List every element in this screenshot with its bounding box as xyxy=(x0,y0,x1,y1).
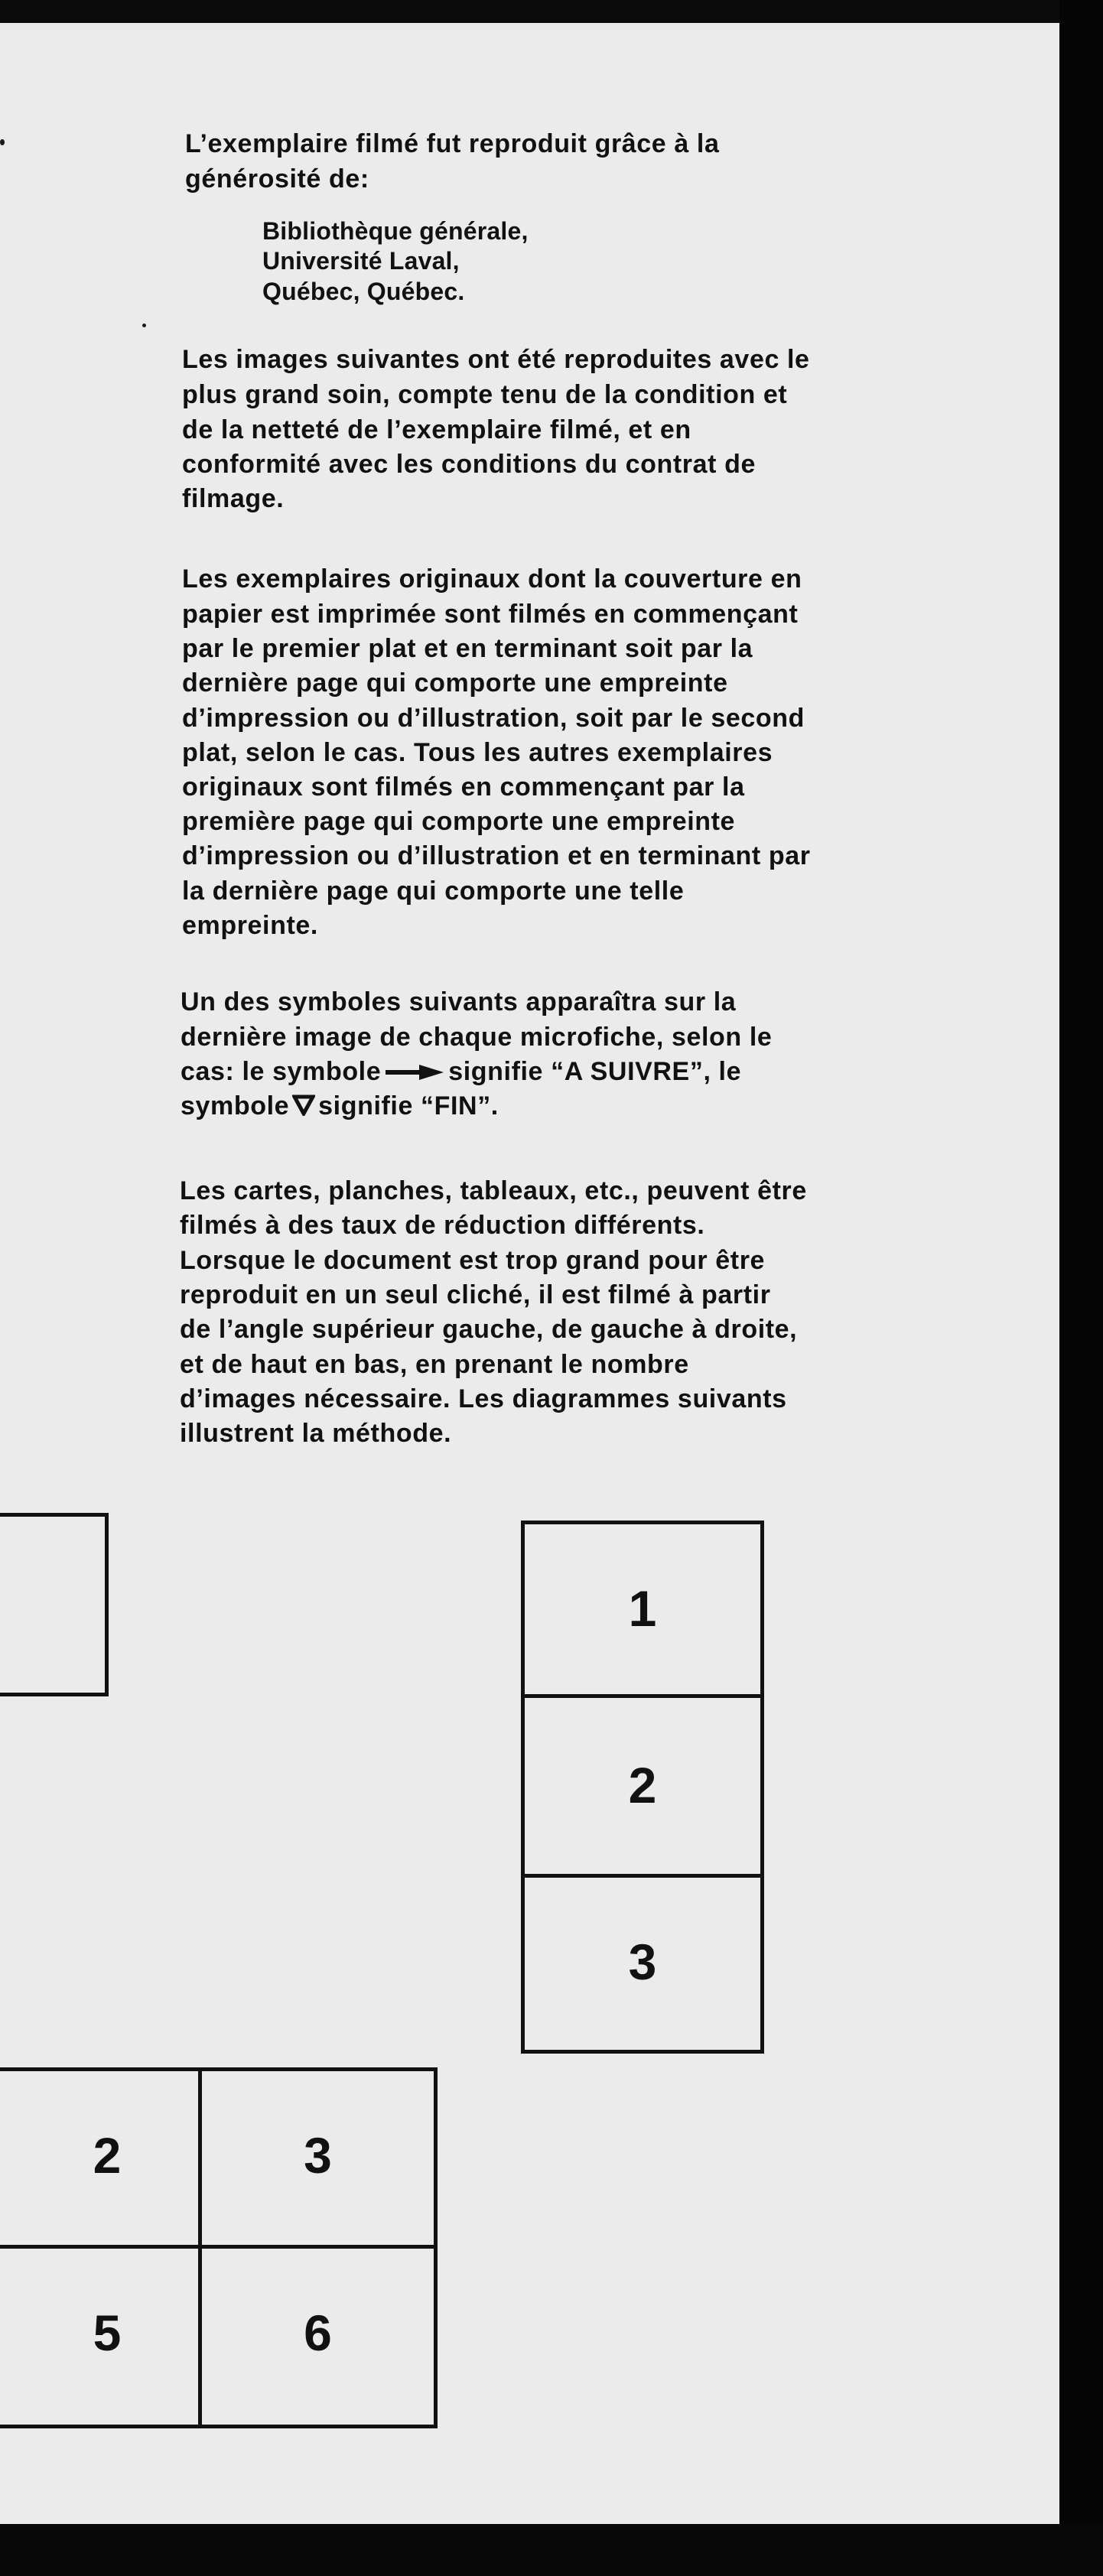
para-maps-line: illustrent la méthode. xyxy=(180,1419,452,1448)
institution-line-2: Université Laval, xyxy=(262,247,460,275)
para-originals-line: plat, selon le cas. Tous les autres exemplaires xyxy=(182,738,773,767)
dust-speck xyxy=(142,324,146,327)
para-symbols-line-4-end: signifie “FIN”. xyxy=(318,1091,499,1120)
grid-diagram-number: 6 xyxy=(304,2304,332,2361)
para-images-line: Les images suivantes ont été reproduites avec le xyxy=(182,345,810,374)
dust-speck xyxy=(0,139,5,145)
para-maps-line: reproduit en un seul cliché, il est filmé à partir xyxy=(180,1280,771,1309)
para-symbols-line-3 xyxy=(181,1055,741,1091)
para-symbols-line-2: dernière image de chaque microfiche, selon le xyxy=(181,1023,773,1052)
para-originals-line: Les exemplaires originaux dont la couverture en xyxy=(182,564,802,594)
film-right-border xyxy=(1059,0,1103,2576)
grid-diagram-number: 5 xyxy=(93,2304,122,2361)
column-diagram-number: 2 xyxy=(628,1757,657,1813)
para-symbols-line-3-end: signifie “A SUIVRE”, le xyxy=(448,1057,742,1086)
para-symbols-line-1: Un des symboles suivants apparaîtra sur la xyxy=(181,987,737,1016)
para-originals-line: dernière page qui comporte une empreinte xyxy=(182,668,728,698)
column-diagram-number: 1 xyxy=(628,1580,657,1637)
down-triangle-icon xyxy=(292,1091,315,1125)
grid-diagram-cell xyxy=(198,2067,438,2249)
institution-line-3: Québec, Québec. xyxy=(262,278,465,305)
column-diagram-cell xyxy=(521,1874,764,2054)
para-symbols-line-4 xyxy=(181,1089,499,1125)
para-maps-line: filmés à des taux de réduction différents. xyxy=(180,1211,705,1240)
para-images-line: plus grand soin, compte tenu de la condition et xyxy=(182,380,788,409)
para-maps-line: de l’angle supérieur gauche, de gauche à droite, xyxy=(180,1315,798,1344)
institution-line-1: Bibliothèque générale, xyxy=(262,217,529,245)
para-images-line: de la netteté de l’exemplaire filmé, et en xyxy=(182,415,691,444)
grid-diagram-cell xyxy=(0,2245,202,2428)
grid-diagram-cell xyxy=(0,2067,202,2249)
para-originals-line: la dernière page qui comporte une telle xyxy=(182,877,685,906)
right-arrow-icon xyxy=(384,1056,445,1091)
para-images-line: conformité avec les conditions du contrat de xyxy=(182,450,756,479)
film-bottom-border xyxy=(0,2524,1103,2576)
column-diagram xyxy=(521,1521,764,2054)
row-diagram xyxy=(0,1513,109,1696)
para-originals-line: originaux sont filmés en commençant par la xyxy=(182,772,745,802)
para-maps-line: Les cartes, planches, tableaux, etc., peuvent être xyxy=(180,1176,807,1205)
grid-diagram-cell xyxy=(198,2245,438,2428)
grid-diagram-number: 2 xyxy=(93,2127,122,2184)
para-maps-line: et de haut en bas, en prenant le nombre xyxy=(180,1350,689,1379)
column-diagram-cell xyxy=(521,1521,764,1698)
para-symbols-line-3-start: cas: le symbole xyxy=(181,1057,382,1086)
grid-diagram xyxy=(0,2067,438,2428)
column-diagram-cell xyxy=(521,1694,764,1878)
intro-line-1: L’exemplaire filmé fut reproduit grâce à la xyxy=(185,129,720,158)
para-symbols-line-4-start: symbole xyxy=(181,1091,290,1120)
para-originals-line: par le premier plat et en terminant soit par la xyxy=(182,634,753,663)
row-diagram-cell xyxy=(0,1513,109,1696)
intro-line-2: générosité de: xyxy=(185,164,369,194)
para-originals-line: première page qui comporte une empreinte xyxy=(182,807,736,836)
column-diagram-number: 3 xyxy=(628,1934,657,1990)
grid-diagram-number: 3 xyxy=(304,2127,332,2184)
para-originals-line: papier est imprimée sont filmés en commençant xyxy=(182,600,799,629)
para-originals-line: empreinte. xyxy=(182,911,318,940)
para-images-line: filmage. xyxy=(182,484,285,513)
para-maps-line: Lorsque le document est trop grand pour être xyxy=(180,1246,766,1275)
para-originals-line: d’impression ou d’illustration et en terminant par xyxy=(182,841,811,870)
para-maps-line: d’images nécessaire. Les diagrammes suivants xyxy=(180,1384,787,1413)
para-originals-line: d’impression ou d’illustration, soit par le second xyxy=(182,704,805,733)
